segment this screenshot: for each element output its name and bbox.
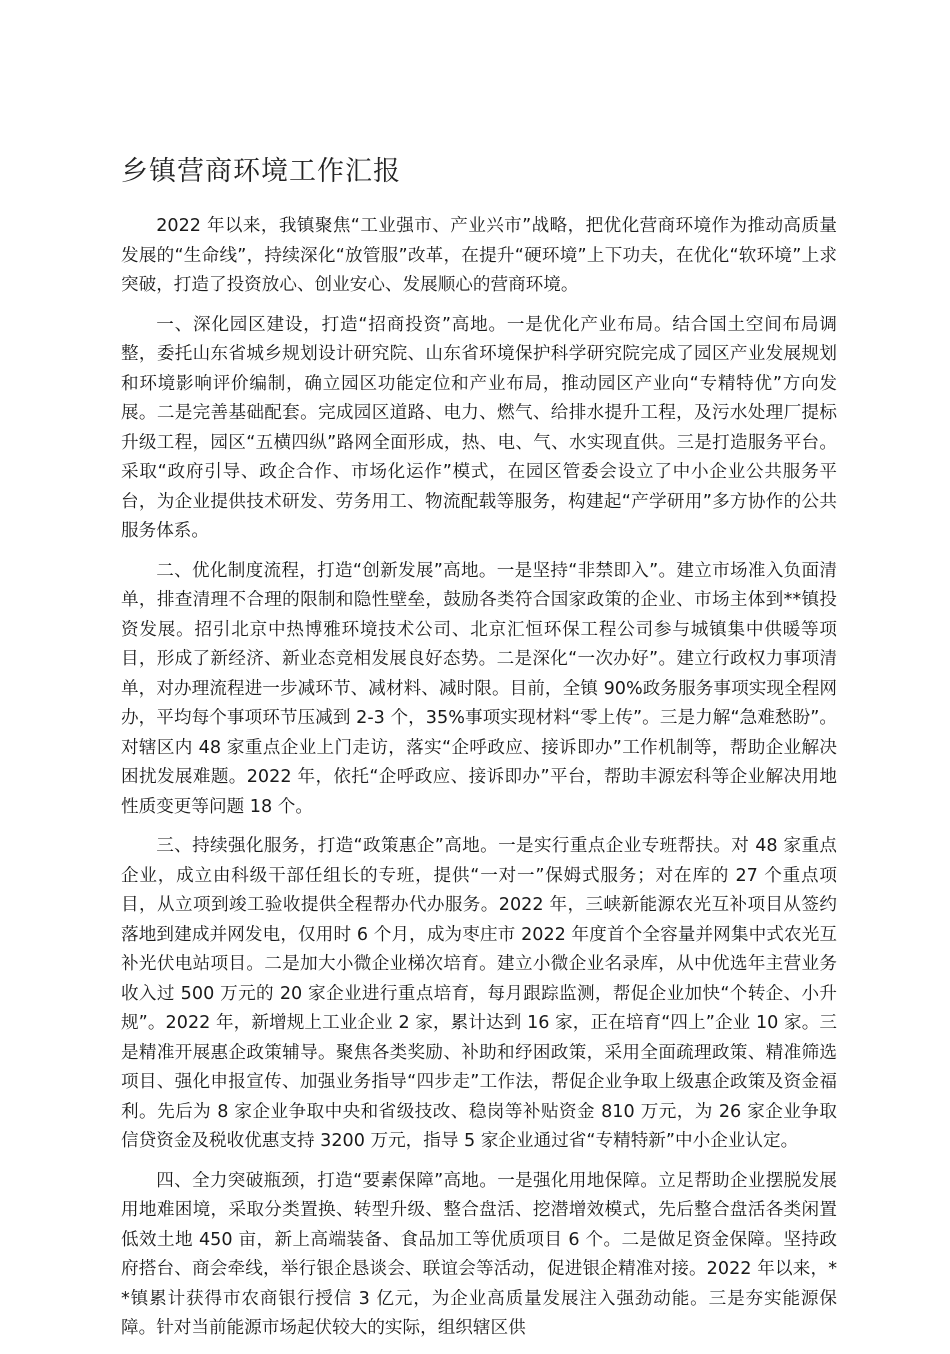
paragraph-section-4: 四、全力突破瓶颈，打造“要素保障”高地。一是强化用地保障。立足帮助企业摆脱发展用地难困境，采取分类置换、转型升级、整合盘活、挖潜增效模式，先后整合盘活各类闲置低效土地 450 亩，新上高端装备、食品加工等优质项目 6 个。二是做足资金保障。坚持政府搭台、商会牵线，举行银企恳谈会、联谊会等活动，促进银企精准对接。2022 年以来，**镇累计获得市农商银行授信 3 亿元，为企业高质量发展注入强劲动能。三是夯实能源保障。针对当前能源市场起伏较大的实际，组织辖区供 [121, 1170, 837, 1338]
paragraph-section-3: 三、持续强化服务，打造“政策惠企”高地。一是实行重点企业专班帮扶。对 48 家重点企业，成立由科级干部任组长的专班，提供“一对一”保姆式服务；对在库的 27 个重点项目，从立项到竣工验收提供全程帮办代办服务。2022 年，三峡新能源农光互补项目从签约落地到建成并网发电，仅用时 6 个月，成为枣庄市 2022 年度首个全容量并网集中式农光互补光伏电站项目。二是加大小微企业梯次培育。建立小微企业名录库，从中优选年主营业务收入过 500 万元的 20 家企业进行重点培育，每月跟踪监测，帮促企业加快“个转企、小升规”。2022 年，新增规上工业企业 2 家，累计达到 16 家，正在培育“四上”企业 10 家。三是精准开展惠企政策辅导。聚焦各类奖励、补助和纾困政策，采用全面疏理政策、精准筛选项目、强化申报宣传、加强业务指导“四步走”工作法，帮促企业争取上级惠企政策及资金福利。先后为 8 家企业争取中央和省级技改、稳岗等补贴资金 810 万元，为 26 家企业争取信贷资金及税收优惠支持 3200 万元，指导 5 家企业通过省“专精特新”中小企业认定。 [121, 836, 837, 1151]
document-page [121, 150, 837, 1354]
paragraph-section-2: 二、优化制度流程，打造“创新发展”高地。一是坚持“非禁即入”。建立市场准入负面清单，排查清理不合理的限制和隐性壁垒，鼓励各类符合国家政策的企业、市场主体到**镇投资发展。招引北京中热博雅环境技术公司、北京汇恒环保工程公司参与城镇集中供暖等项目，形成了新经济、新业态竞相发展良好态势。二是深化“一次办好”。建立行政权力事项清单，对办理流程进一步减环节、减材料、减时限。目前，全镇 90%政务服务事项实现全程网办，平均每个事项环节压减到 2-3 个，35%事项实现材料“零上传”。三是力解“急难愁盼”。对辖区内 48 家重点企业上门走访，落实“企呼政应、接诉即办”工作机制等，帮助企业解决困扰发展难题。2022 年，依托“企呼政应、接诉即办”平台，帮助丰源宏科等企业解决用地性质变更等问题 18 个。 [121, 560, 837, 817]
paragraph-section-1: 一、深化园区建设，打造“招商投资”高地。一是优化产业布局。结合国土空间布局调整，委托山东省城乡规划设计研究院、山东省环境保护科学研究院完成了园区产业发展规划和环境影响评价编制，确立园区功能定位和产业布局，推动园区产业向“专精特优”方向发展。二是完善基础配套。完成园区道路、电力、燃气、给排水提升工程，及污水处理厂提标升级工程，园区“五横四纵”路网全面形成，热、电、气、水实现直供。三是打造服务平台。采取“政府引导、政企合作、市场化运作”模式，在园区管委会设立了中小企业公共服务平台，为企业提供技术研发、劳务用工、物流配载等服务，构建起“产学研用”多方协作的公共服务体系。 [121, 314, 837, 541]
paragraph-intro: 2022 年以来，我镇聚焦“工业强市、产业兴市”战略，把优化营商环境作为推动高质量发展的“生命线”，持续深化“放管服”改革，在提升“硬环境”上下功夫，在优化“软环境”上求突破，打造了投资放心、创业安心、发展顺心的营商环境。 [121, 216, 837, 295]
document-title: 乡镇营商环境工作汇报 [121, 156, 401, 187]
